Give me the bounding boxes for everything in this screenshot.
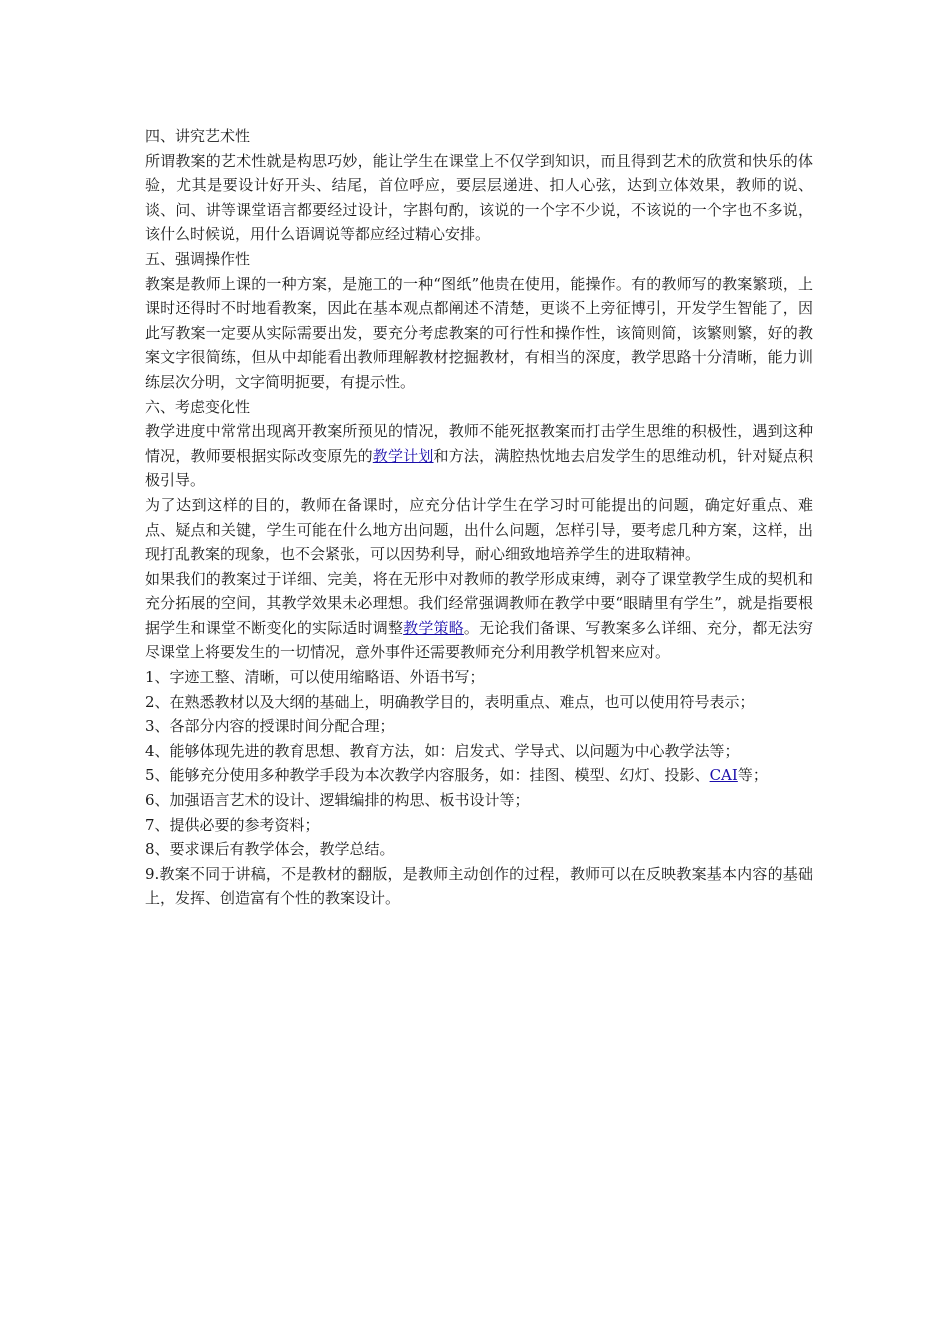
text-span: 如果我们的教案过于详细、完美，将在无形中对教师的教学形成束缚，剥夺了课堂教学生成的契机和充分拓展的空间，其教学效果未必理想。我们经常强调教师在教学中要“眼睛里有学生”，就是指要根据学生和课堂不断变化的实际适时调整 [145, 569, 813, 637]
teaching-plan-link[interactable]: 教学计划 [372, 446, 434, 465]
text-span: 教学进度中常常出现离开教案所预见的情况，教师不能死抠教案而打击学生思维的积极性，遇到这种情况，教师要根据实际改变原先的 [145, 422, 813, 465]
teaching-strategy-link[interactable]: 教学策略 [403, 618, 464, 637]
cai-link[interactable]: CAI [709, 766, 738, 785]
list-item: 6、加强语言艺术的设计、逻辑编排的构思、板书设计等； [145, 791, 530, 810]
text-span: 。无论我们备课、写教案多么详细、充分，都无法穷尽课堂上将要发生的一切情况，意外事件还需要教师充分利用教学机智来应对。 [145, 618, 813, 662]
paragraph-variability-1 [145, 419, 813, 493]
paragraph-artistry: 所谓教案的艺术性就是构思巧妙，能让学生在课堂上不仅学到知识，而且得到艺术的欣赏和快乐的体验，尤其是要设计好开头、结尾，首位呼应，要层层递进、扣人心弦，达到立体效果，教师的说、谈、问、讲等课堂语言都要经过设计，字斟句酌，该说的一个字不少说，不该说的一个字也不多说，该什么时候说，用什么语调说等都应经过精心安排。 [145, 151, 813, 244]
list-item: 2、在熟悉教材以及大纲的基础上，明确教学目的，表明重点、难点，也可以使用符号表示； [145, 692, 755, 711]
list-item: 3、各部分内容的授课时间分配合理； [145, 717, 395, 736]
list-item [145, 763, 813, 788]
list-item: 1、字迹工整、清晰，可以使用缩略语、外语书写； [145, 668, 485, 687]
list-item: 4、能够体现先进的教育思想、教育方法，如：启发式、学导式、以问题为中心教学法等； [145, 741, 740, 760]
list-item: 9.教案不同于讲稿，不是教材的翻版，是教师主动创作的过程，教师可以在反映教案基本内容的基础上，发挥、创造富有个性的教案设计。 [145, 864, 813, 908]
section-heading-operability: 五、强调操作性 [145, 249, 251, 268]
text-span: 5、能够充分使用多种教学手段为本次教学内容服务，如：挂图、模型、幻灯、投影、 [145, 766, 710, 785]
list-item: 8、要求课后有教学体会，教学总结。 [145, 840, 395, 859]
list-item: 7、提供必要的参考资料； [145, 815, 320, 834]
document-page [145, 124, 813, 911]
section-heading-artistry: 四、讲究艺术性 [145, 127, 251, 145]
section-heading-variability: 六、考虑变化性 [145, 397, 251, 416]
text-span: 和方法，满腔热忱地去启发学生的思维动机，针对疑点积极引导。 [145, 446, 813, 490]
text-span: 等； [737, 766, 768, 785]
paragraph-variability-2: 为了达到这样的目的，教师在备课时，应充分估计学生在学习时可能提出的问题，确定好重点、难点、疑点和关键，学生可能在什么地方出问题，出什么问题，怎样引导，要考虑几种方案，这样，出现打乱教案的现象，也不会紧张，可以因势利导，耐心细致地培养学生的进取精神。 [145, 495, 813, 564]
paragraph-operability: 教案是教师上课的一种方案，是施工的一种“图纸”他贵在使用，能操作。有的教师写的教案繁琐，上课时还得时不时地看教案，因此在基本观点都阐述不清楚，更谈不上旁征博引，开发学生智能了，因此写教案一定要从实际需要出发，要充分考虑教案的可行性和操作性，该简则简，该繁则繁，好的教案文字很简练，但从中却能看出教师理解教材挖掘教材，有相当的深度，教学思路十分清晰，能力训练层次分明，文字简明扼要，有提示性。 [145, 274, 813, 391]
paragraph-variability-3 [145, 567, 813, 665]
